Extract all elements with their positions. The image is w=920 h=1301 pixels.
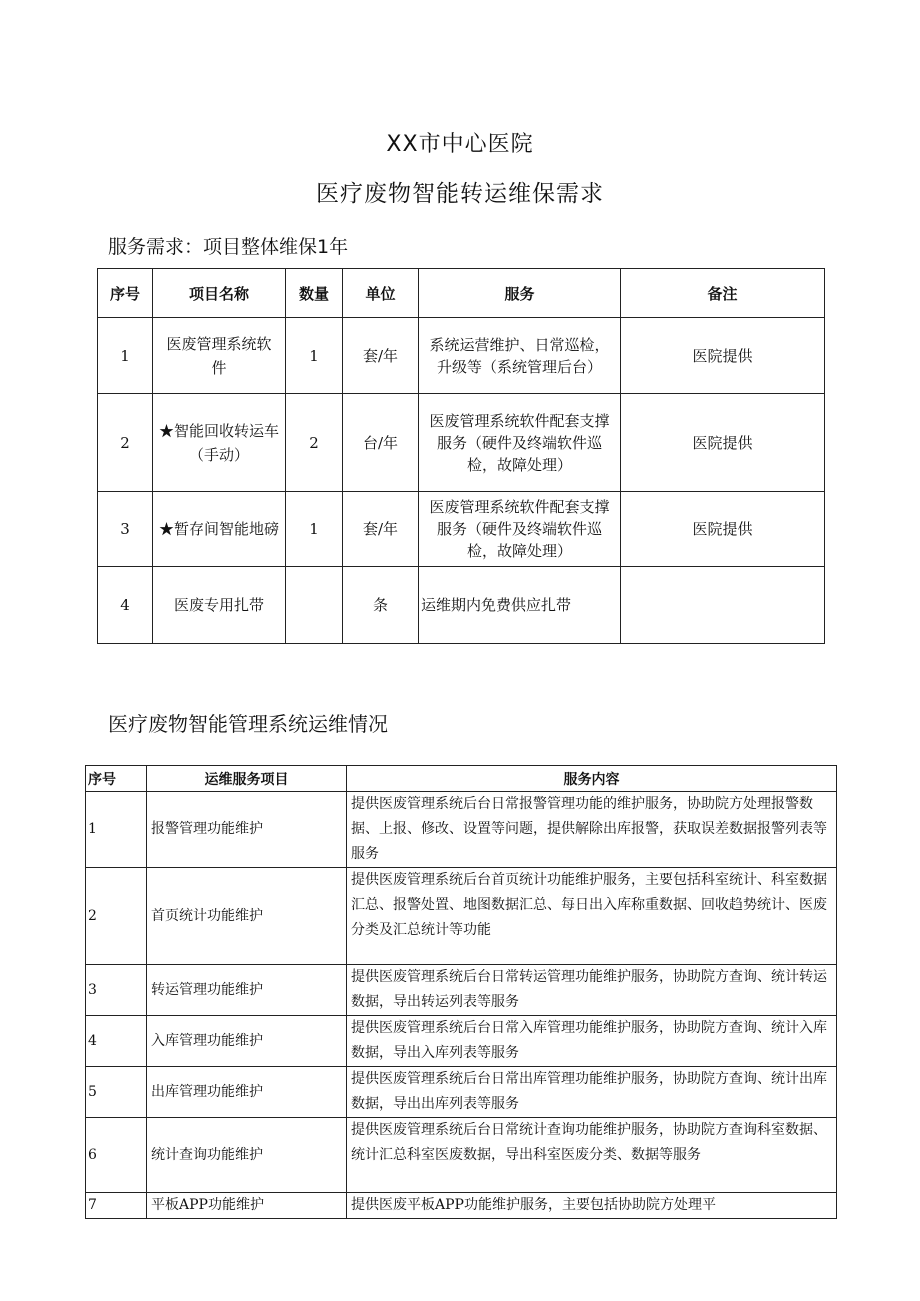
header-qty: 数量 [286,269,343,318]
table-row [86,1118,837,1193]
cell-item: 报警管理功能维护 [147,792,347,868]
table-row [98,318,825,394]
cell-seq: 2 [98,394,153,492]
header-content: 服务内容 [347,766,837,792]
cell-service: 运维期内免费供应扎带 [419,567,621,644]
cell-item: 入库管理功能维护 [147,1016,347,1067]
cell-seq: 3 [86,965,147,1016]
cell-item: 转运管理功能维护 [147,965,347,1016]
header-note: 备注 [621,269,825,318]
cell-qty [286,567,343,644]
cell-qty: 1 [286,492,343,567]
cell-unit: 条 [343,567,419,644]
section-title: 医疗废物智能管理系统运维情况 [108,712,388,736]
cell-content: 提供医废管理系统后台日常报警管理功能的维护服务，协助院方处理报警数据、上报、修改、设置等问题，提供解除出库报警，获取误差数据报警列表等服务 [347,792,837,868]
cell-content: 提供医废管理系统后台日常统计查询功能维护服务，协助院方查询科室数据、统计汇总科室医废数据，导出科室医废分类、数据等服务 [347,1118,837,1193]
cell-seq: 4 [86,1016,147,1067]
cell-seq: 1 [98,318,153,394]
header-seq: 序号 [86,766,147,792]
cell-item: 首页统计功能维护 [147,868,347,965]
maintenance-items-table [97,268,825,644]
cell-content: 提供医废平板APP功能维护服务，主要包括协助院方处理平 [347,1193,837,1219]
service-requirement: 服务需求：项目整体维保1年 [108,236,349,258]
cell-seq: 6 [86,1118,147,1193]
header-item: 运维服务项目 [147,766,347,792]
cell-service: 系统运营维护、日常巡检，升级等（系统管理后台） [419,318,621,394]
cell-note: 医院提供 [621,394,825,492]
cell-service: 医废管理系统软件配套支撑服务（硬件及终端软件巡检，故障处理） [419,394,621,492]
cell-seq: 7 [86,1193,147,1219]
cell-service: 医废管理系统软件配套支撑服务（硬件及终端软件巡检，故障处理） [419,492,621,567]
cell-seq: 2 [86,868,147,965]
cell-content: 提供医废管理系统后台首页统计功能维护服务，主要包括科室统计、科室数据汇总、报警处置、地图数据汇总、每日出入库称重数据、回收趋势统计、医废分类及汇总统计等功能 [347,868,837,965]
cell-item: 统计查询功能维护 [147,1118,347,1193]
cell-unit: 台/年 [343,394,419,492]
cell-content: 提供医废管理系统后台日常出库管理功能维护服务，协助院方查询、统计出库数据，导出出库列表等服务 [347,1067,837,1118]
page-title: XX市中心医院 [386,132,534,157]
cell-name: 医废专用扎带 [153,567,286,644]
cell-qty: 1 [286,318,343,394]
table-row [86,1067,837,1118]
cell-content: 提供医废管理系统后台日常转运管理功能维护服务，协助院方查询、统计转运数据，导出转运列表等服务 [347,965,837,1016]
table-header-row [98,269,825,318]
table-row [98,567,825,644]
cell-note: 医院提供 [621,492,825,567]
table-row [86,1016,837,1067]
cell-item: 平板APP功能维护 [147,1193,347,1219]
cell-qty: 2 [286,394,343,492]
cell-seq: 1 [86,792,147,868]
cell-unit: 套/年 [343,492,419,567]
table-header-row [86,766,837,792]
cell-name: ★智能回收转运车（手动） [153,394,286,492]
cell-note [621,567,825,644]
cell-seq: 4 [98,567,153,644]
cell-content: 提供医废管理系统后台日常入库管理功能维护服务，协助院方查询、统计入库数据，导出入库列表等服务 [347,1016,837,1067]
table-row [86,868,837,965]
table-row [98,394,825,492]
cell-item: 出库管理功能维护 [147,1067,347,1118]
header-seq: 序号 [98,269,153,318]
cell-note: 医院提供 [621,318,825,394]
maintenance-services-table [85,765,837,1219]
table-row [86,1193,837,1219]
header-service: 服务 [419,269,621,318]
header-unit: 单位 [343,269,419,318]
cell-name: ★暂存间智能地磅 [153,492,286,567]
cell-seq: 5 [86,1067,147,1118]
cell-unit: 套/年 [343,318,419,394]
table-row [86,792,837,868]
table-row [98,492,825,567]
cell-name: 医废管理系统软件 [153,318,286,394]
header-name: 项目名称 [153,269,286,318]
page-subtitle: 医疗废物智能转运维保需求 [316,181,604,207]
cell-seq: 3 [98,492,153,567]
table-row [86,965,837,1016]
